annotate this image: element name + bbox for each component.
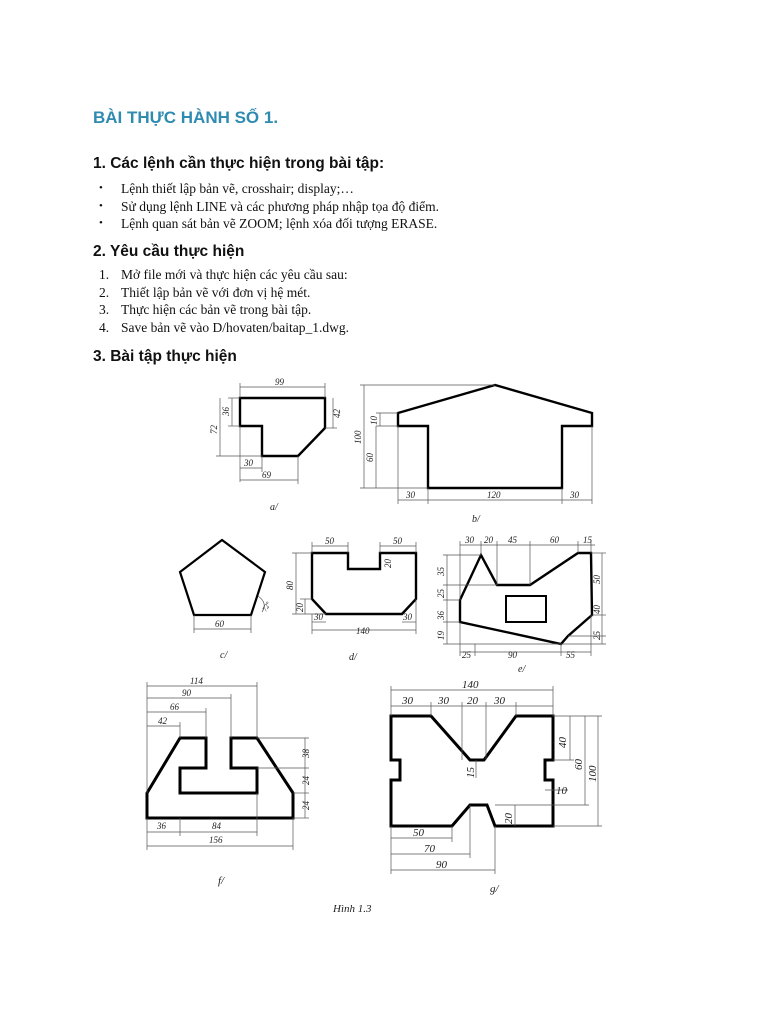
list-item (93, 301, 349, 319)
drawing-b-shape (398, 385, 592, 488)
section-2-list (93, 266, 349, 336)
list-text: Mở file mới và thực hiện các yêu cầu sau: (121, 267, 348, 282)
section-2-heading: 2. Yêu cầu thực hiện (93, 243, 245, 260)
dim-d-20: 20 (295, 603, 305, 612)
dim-g-30-b: 30 (438, 695, 449, 707)
page-title: BÀI THỰC HÀNH SỐ 1. (93, 108, 279, 127)
list-number: 4. (99, 319, 110, 335)
dim-d-50-right: 50 (393, 536, 402, 546)
list-item (93, 319, 349, 337)
dim-f-42: 42 (158, 716, 167, 726)
dim-f-84: 84 (212, 821, 221, 831)
dim-a-69: 69 (262, 470, 271, 480)
dim-g-90: 90 (436, 859, 447, 871)
dim-a-30: 30 (244, 458, 253, 468)
dim-g-40: 40 (557, 737, 569, 748)
dim-g-140: 140 (462, 679, 479, 691)
list-item: • Sử dụng lệnh LINE và các phương pháp nhập tọa độ điểm. (93, 198, 439, 216)
section-3-heading: 3. Bài tập thực hiện (93, 348, 237, 365)
drawing-c-shape (180, 540, 265, 615)
dim-e-90: 90 (508, 650, 517, 660)
list-number: 2. (99, 284, 110, 300)
dim-f-66: 66 (170, 702, 179, 712)
dim-f-114: 114 (190, 676, 203, 686)
dim-f-156: 156 (209, 835, 223, 845)
label-e: e/ (518, 664, 526, 675)
dim-d-140: 140 (356, 626, 370, 636)
dim-g-50: 50 (413, 827, 424, 839)
dim-g-30-c: 30 (494, 695, 505, 707)
dim-e-30: 30 (465, 535, 474, 545)
dim-e-60: 60 (550, 535, 559, 545)
dim-b-30-left: 30 (406, 490, 415, 500)
dim-a-36: 36 (221, 407, 231, 416)
technical-drawing-figure (130, 375, 620, 920)
dim-d-50-left: 50 (325, 536, 334, 546)
dim-g-70: 70 (424, 843, 435, 855)
list-text: Thiết lập bản vẽ với đơn vị hệ mét. (121, 284, 311, 300)
list-item (93, 266, 349, 284)
dim-f-38: 38 (301, 749, 311, 758)
section-1-list (93, 180, 439, 233)
drawing-e-shape (460, 553, 592, 644)
dim-e-15: 15 (583, 535, 592, 545)
dim-g-10: 10 (556, 785, 567, 797)
dim-b-30-right: 30 (570, 490, 579, 500)
label-f: f/ (218, 875, 225, 887)
dim-b-100: 100 (353, 430, 363, 444)
dim-e-40: 40 (592, 605, 602, 614)
dim-g-100: 100 (587, 765, 599, 782)
label-a: a/ (270, 502, 278, 513)
dim-c-72: 72° (260, 600, 273, 613)
dim-g-20-bottom: 20 (503, 813, 515, 824)
dim-g-20: 20 (467, 695, 478, 707)
list-number: 3. (99, 302, 110, 317)
dim-e-45: 45 (508, 535, 517, 545)
list-text: Save bản vẽ vào D/hovaten/baitap_1.dwg. (121, 319, 349, 335)
dim-b-10: 10 (369, 416, 379, 425)
dim-e-20: 20 (484, 535, 493, 545)
dim-e-55: 55 (566, 650, 575, 660)
label-c: c/ (220, 650, 228, 661)
list-text: Thực hiện các bản vẽ trong bài tập. (121, 302, 312, 317)
dim-e-50: 50 (592, 575, 602, 584)
dim-e-19: 19 (436, 631, 446, 640)
dim-b-60: 60 (365, 453, 375, 462)
dim-g-30-a: 30 (402, 695, 413, 707)
dim-f-24-upper: 24 (301, 776, 311, 785)
dim-b-120: 120 (487, 490, 501, 500)
drawing-e-hole (506, 596, 546, 622)
dim-d-30-left: 30 (314, 612, 323, 622)
label-d: d/ (349, 652, 357, 663)
dim-e-25-right: 25 (592, 631, 602, 640)
list-item: • Lệnh thiết lập bản vẽ, crosshair; display;… (93, 180, 439, 198)
list-number: 1. (99, 267, 110, 282)
dim-a-42: 42 (332, 409, 342, 418)
dim-e-35: 35 (436, 567, 446, 576)
drawing-f-shape (147, 738, 293, 818)
dim-f-36: 36 (157, 821, 166, 831)
label-b: b/ (472, 514, 480, 525)
dim-d-30-right: 30 (403, 612, 412, 622)
drawing-d-shape (312, 553, 416, 614)
drawing-a-shape (240, 398, 325, 456)
label-g: g/ (490, 883, 499, 895)
dim-e-25-bottom: 25 (462, 650, 471, 660)
dim-g-15: 15 (465, 767, 477, 778)
list-item (93, 284, 349, 302)
section-1-heading: 1. Các lệnh cần thực hiện trong bài tập: (93, 155, 385, 172)
dim-a-99: 99 (275, 377, 284, 387)
dim-f-90: 90 (182, 688, 191, 698)
figure-caption: Hình 1.3 (333, 903, 372, 915)
dim-g-60: 60 (573, 759, 585, 770)
list-item: • Lệnh quan sát bản vẽ ZOOM; lệnh xóa đối tượng ERASE. (93, 215, 439, 233)
dim-e-25: 25 (436, 589, 446, 598)
dim-d-20-notch: 20 (383, 559, 393, 568)
dim-f-24-lower: 24 (301, 801, 311, 810)
dim-e-36: 36 (436, 611, 446, 620)
dim-a-72: 72 (209, 425, 219, 434)
dim-c-60: 60 (215, 619, 224, 629)
dim-d-80: 80 (285, 581, 295, 590)
